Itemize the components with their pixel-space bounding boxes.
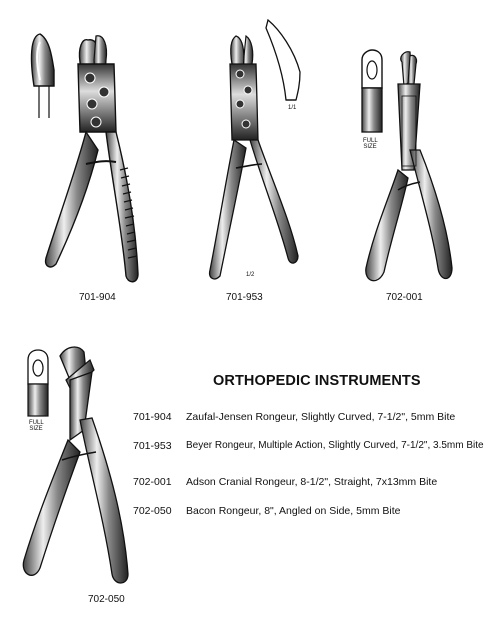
full-size-tip-inset	[28, 350, 48, 416]
catalog-code: 701-953	[133, 440, 172, 452]
figure-code-701-953: 701-953	[226, 292, 263, 303]
rongeur-702-001-illustration	[362, 50, 452, 281]
rongeur-701-904-illustration	[32, 34, 138, 282]
full-size-note-702-050: FULL SIZE	[29, 420, 44, 432]
page-title: ORTHOPEDIC INSTRUMENTS	[213, 373, 421, 389]
catalog-code: 702-050	[133, 505, 172, 517]
catalog-description: Bacon Rongeur, 8", Angled on Side, 5mm Bite	[186, 505, 401, 517]
figure-code-701-904: 701-904	[79, 292, 116, 303]
figure-code-702-001: 702-001	[386, 292, 423, 303]
full-size-note-702-001: FULL SIZE	[363, 138, 378, 150]
catalog-code: 701-904	[133, 411, 172, 423]
rongeur-702-050-illustration	[23, 347, 128, 583]
tip-detail-inset	[32, 34, 54, 118]
figure-code-702-050: 702-050	[88, 594, 125, 605]
catalog-code: 702-001	[133, 476, 172, 488]
full-size-tip-inset	[362, 50, 382, 132]
figure-scale-701-953: 1/2	[246, 272, 255, 278]
tip-detail-inset	[266, 20, 300, 100]
catalog-description: Adson Cranial Rongeur, 8-1/2", Straight, 7x13mm Bite	[186, 476, 438, 488]
catalog-description: Beyer Rongeur, Multiple Action, Slightly Curved, 7-1/2", 3.5mm Bite	[186, 440, 484, 451]
detail-scale-701-953: 1/1	[288, 105, 297, 111]
rongeur-701-953-illustration	[210, 20, 300, 279]
catalog-description: Zaufal-Jensen Rongeur, Slightly Curved, 7-1/2", 5mm Bite	[186, 411, 456, 423]
